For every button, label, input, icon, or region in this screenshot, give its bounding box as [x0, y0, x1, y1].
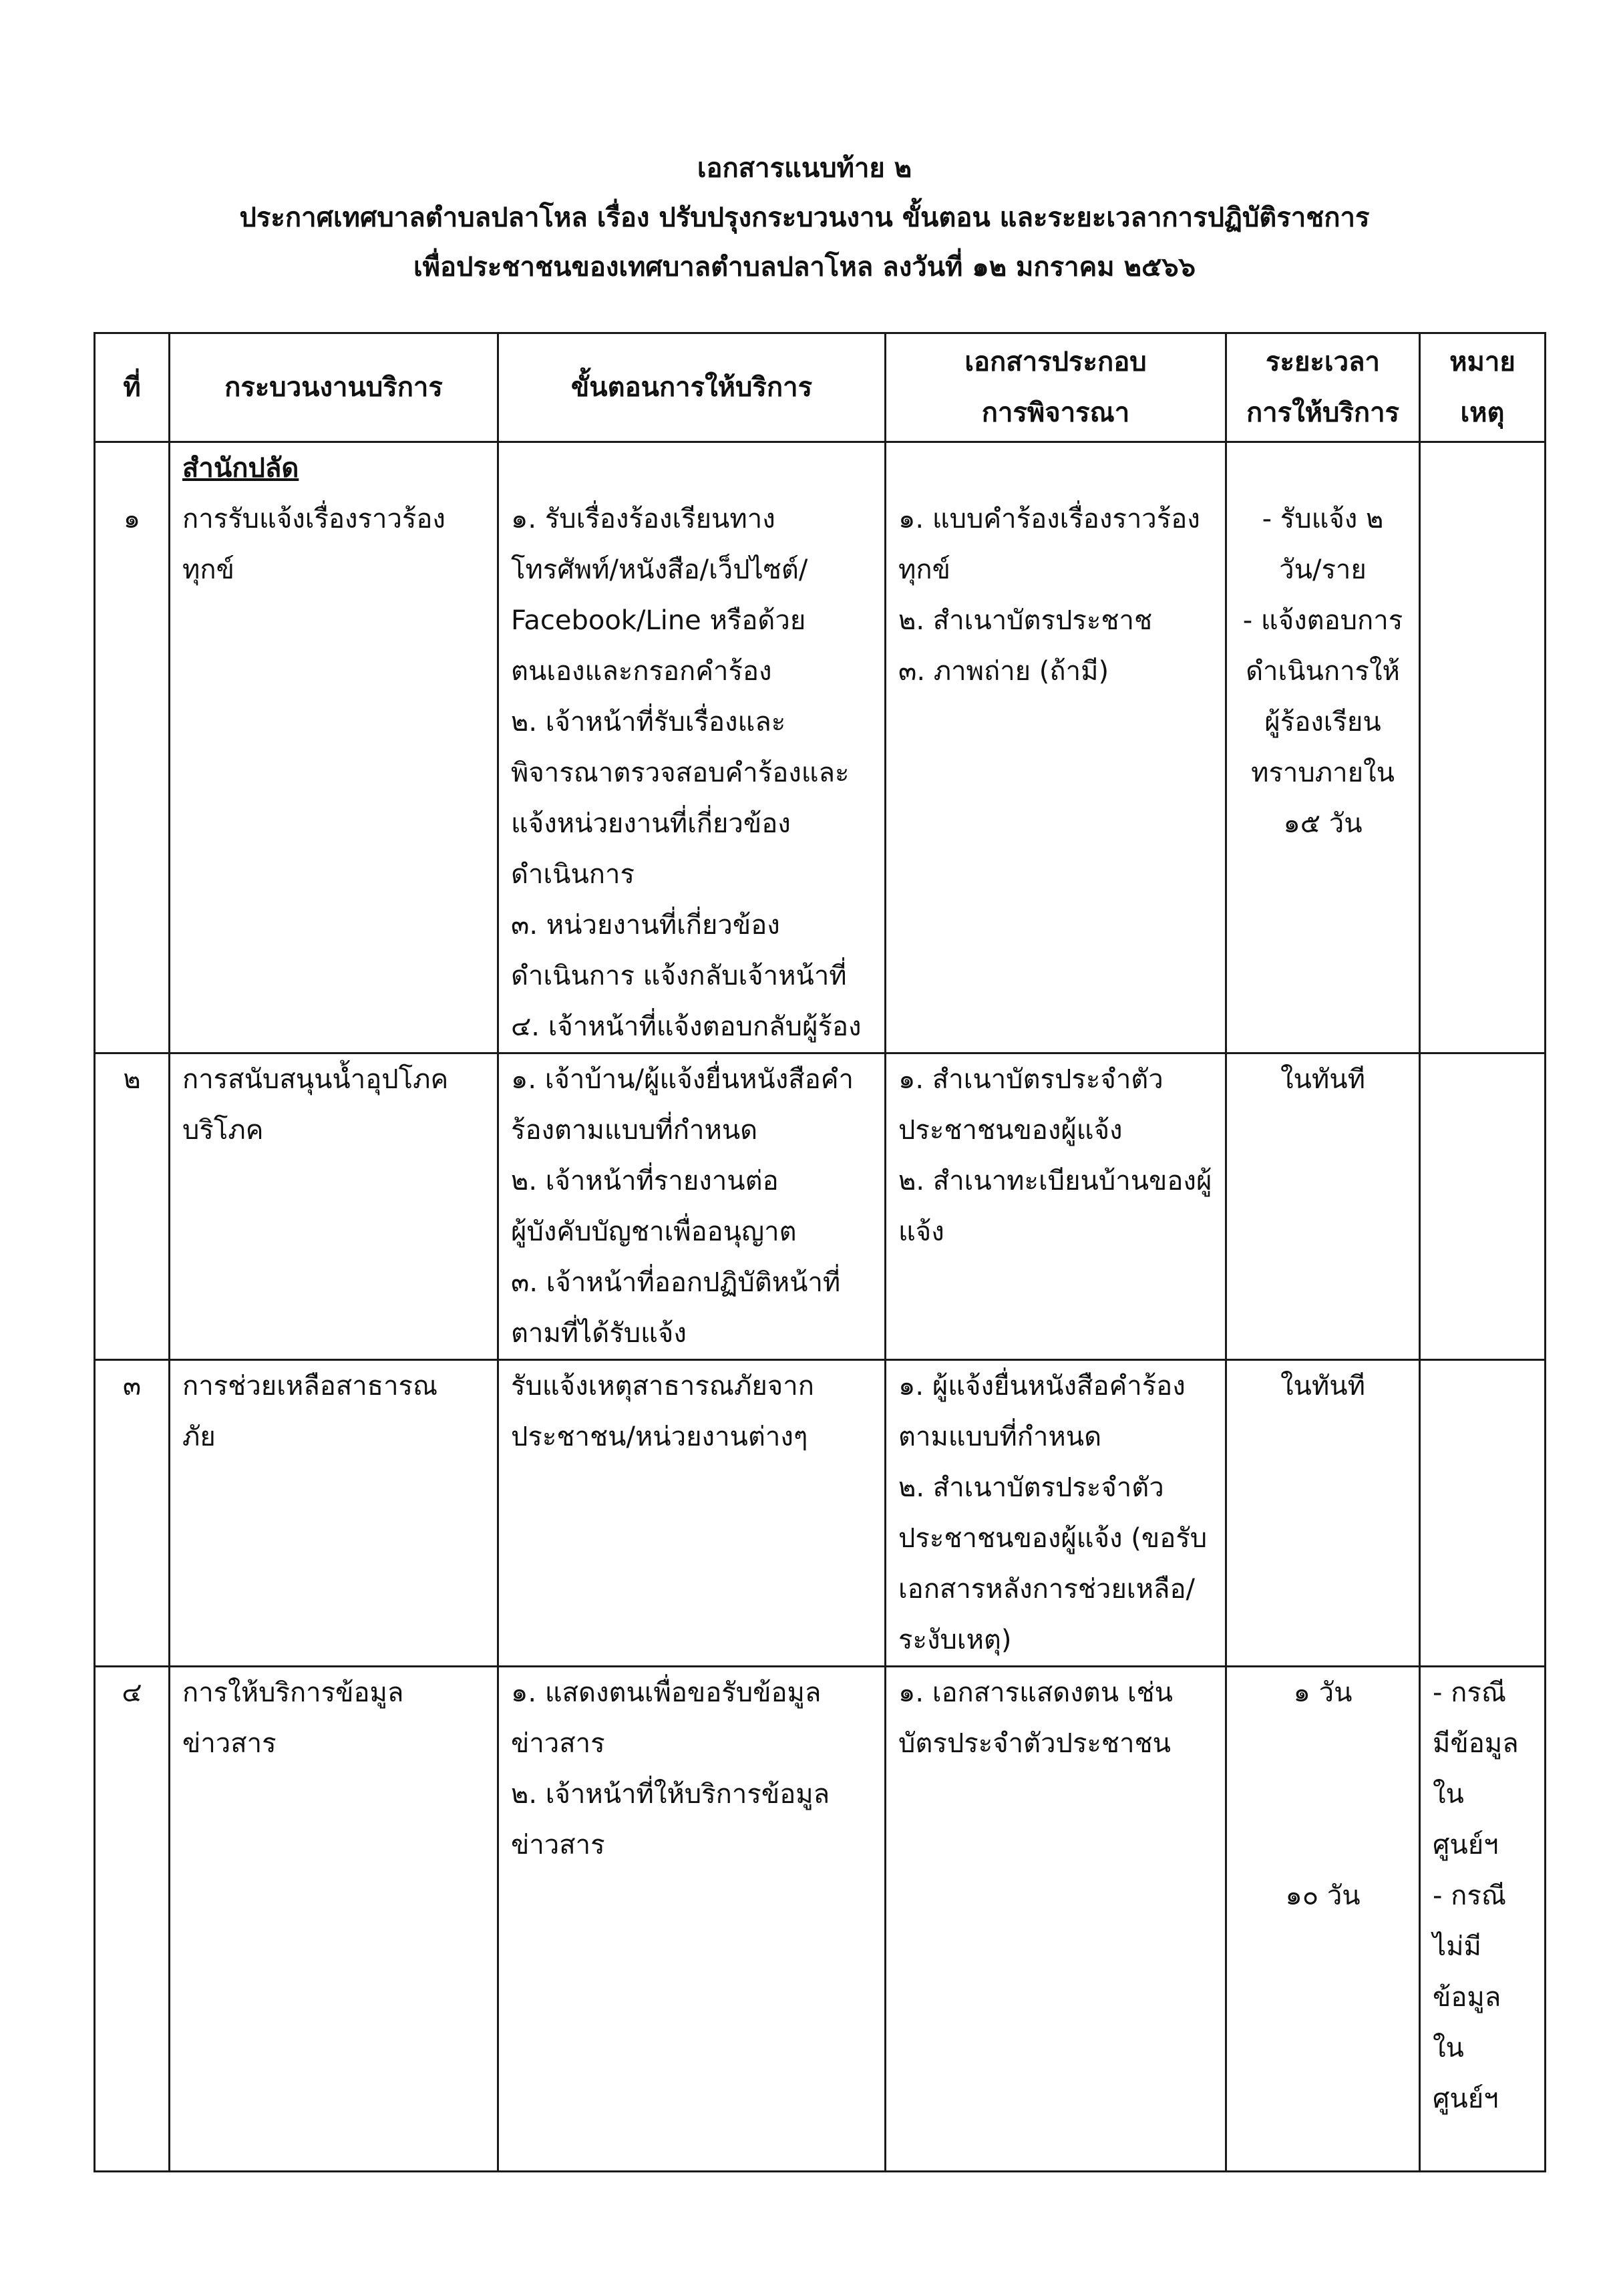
remark-line: ไม่มี [1433, 1931, 1481, 1962]
duration-line: - รับแจ้ง ๒ [1262, 504, 1384, 534]
step-line: ๒. เจ้าหน้าที่รายงานต่อ [511, 1166, 779, 1196]
row-number-cell [95, 1667, 170, 2172]
col-header-remark: หมาย เหตุ [1420, 333, 1546, 442]
step-line: ๑. แสดงตนเพื่อขอรับข้อมูล [511, 1677, 822, 1708]
step-line: ๔. เจ้าหน้าที่แจ้งตอบกลับผู้ร้อง [511, 1011, 862, 1042]
process-name-line: ข่าวสาร [182, 1728, 277, 1759]
step-line: ข่าวสาร [511, 1728, 605, 1759]
documents-cell [886, 1667, 1226, 2172]
step-line: ๓. เจ้าหน้าที่ออกปฏิบัติหน้าที่ [511, 1267, 841, 1298]
step-line: แจ้งหน่วยงานที่เกี่ยวข้อง [511, 808, 791, 839]
step-line: โทรศัพท์/หนังสือ/เว็ปไซต์/ [511, 554, 808, 585]
row-number: ๓ [122, 1371, 142, 1402]
process-name-line: ภัย [182, 1422, 216, 1452]
duration-line [1239, 1718, 1407, 1769]
document-line: ทุกข์ [898, 554, 950, 585]
step-line: ๒. เจ้าหน้าที่ให้บริการข้อมูล [511, 1779, 830, 1810]
steps-cell [498, 1053, 886, 1360]
process-cell [170, 1360, 498, 1667]
row-number: ๑ [123, 504, 141, 534]
step-line: ๑. รับเรื่องร้องเรียนทาง [511, 504, 775, 534]
document-header [0, 144, 1609, 292]
remark-cell [1420, 1667, 1546, 2172]
step-line: ๓. หน่วยงานที่เกี่ยวข้อง [511, 910, 780, 941]
table-row [95, 1667, 1546, 2172]
duration-line: ในทันที [1280, 1064, 1365, 1095]
duration-line: - แจ้งตอบการ [1242, 605, 1403, 636]
duration-line: ในทันที [1280, 1371, 1365, 1402]
section-heading: สำนักปลัด [182, 453, 299, 484]
col-header-process: กระบวนงานบริการ [170, 333, 498, 442]
document-line: บัตรประจำตัวประชาชน [898, 1728, 1172, 1759]
step-line: ผู้บังคับบัญชาเพื่ออนุญาต [511, 1216, 797, 1247]
row-number-cell [95, 442, 170, 1053]
document-line: ๑. เอกสารแสดงตน เช่น [898, 1677, 1173, 1708]
process-name-line: การสนับสนุนน้ำอุปโภค [182, 1064, 449, 1095]
duration-line: ดำเนินการให้ [1246, 656, 1400, 687]
service-process-table [94, 332, 1546, 2172]
duration-line: ทราบภายใน [1251, 758, 1395, 788]
document-line: ๒. สำเนาทะเบียนบ้านของผู้ [898, 1166, 1212, 1196]
step-line: ๑. เจ้าบ้าน/ผู้แจ้งยื่นหนังสือคำ [511, 1064, 854, 1095]
step-line: พิจารณาตรวจสอบคำร้องและ [511, 758, 850, 788]
duration-line: วัน/ราย [1279, 554, 1367, 585]
steps-cell [498, 1360, 886, 1667]
remark-line: - กรณี [1433, 1880, 1506, 1911]
process-name-line: บริโภค [182, 1115, 264, 1146]
documents-cell [886, 1360, 1226, 1667]
document-line: แจ้ง [898, 1216, 944, 1247]
duration-line: ๑ วัน [1293, 1677, 1353, 1708]
document-line: ระงับเหตุ) [898, 1625, 1012, 1655]
step-line: ประชาชน/หน่วยงานต่างๆ [511, 1422, 808, 1452]
step-line: Facebook/Line หรือด้วย [511, 605, 806, 636]
document-line: ๑. แบบคำร้องเรื่องราวร้อง [898, 504, 1200, 534]
step-line: ตนเองและกรอกคำร้อง [511, 656, 772, 687]
table-row [95, 442, 1546, 1053]
duration-line [1239, 1820, 1407, 1870]
row-number-cell [95, 1360, 170, 1667]
process-name-line: การให้บริการข้อมูล [182, 1677, 404, 1708]
remark-line: ศูนย์ฯ [1433, 2084, 1499, 2114]
process-cell [170, 1053, 498, 1360]
remark-line: ใน [1433, 2033, 1464, 2064]
document-line: ประชาชนของผู้แจ้ง [898, 1115, 1123, 1146]
duration-line: ๑๕ วัน [1283, 808, 1363, 839]
document-line: ๑. ผู้แจ้งยื่นหนังสือคำร้อง [898, 1371, 1186, 1402]
remark-cell [1420, 1360, 1546, 1667]
header-announcement-date: เพื่อประชาชนของเทศบาลตำบลปลาโหล ลงวันที่ ๑๒ มกราคม ๒๕๖๖ [413, 252, 1196, 283]
table-row [95, 1053, 1546, 1360]
document-line: ๒. สำเนาบัตรประชาช [898, 605, 1153, 636]
documents-cell [886, 442, 1226, 1053]
steps-cell [498, 1667, 886, 2172]
duration-line [1239, 1769, 1407, 1820]
document-line: ตามแบบที่กำหนด [898, 1422, 1102, 1452]
steps-cell [498, 442, 886, 1053]
row-number-cell [95, 1053, 170, 1360]
row-number: ๒ [123, 1064, 141, 1095]
header-announcement-title: ประกาศเทศบาลตำบลปลาโหล เรื่อง ปรับปรุงกระบวนงาน ขั้นตอน และระยะเวลาการปฏิบัติราชการ [239, 202, 1370, 233]
remark-line: ศูนย์ฯ [1433, 1830, 1499, 1860]
step-line: ดำเนินการ แจ้งกลับเจ้าหน้าที่ [511, 961, 847, 991]
document-line: เอกสารหลังการช่วยเหลือ/ [898, 1574, 1195, 1605]
remark-line: - กรณี [1433, 1677, 1506, 1708]
step-line: ๒. เจ้าหน้าที่รับเรื่องและ [511, 707, 786, 737]
col-header-no: ที่ [95, 333, 170, 442]
step-line: ร้องตามแบบที่กำหนด [511, 1115, 758, 1146]
process-name-line: ทุกข์ [182, 554, 234, 585]
process-cell [170, 1667, 498, 2172]
step-line: ตามที่ได้รับแจ้ง [511, 1318, 687, 1349]
document-line: ประชาชนของผู้แจ้ง (ขอรับ [898, 1523, 1208, 1554]
remark-line: ใน [1433, 1779, 1464, 1810]
documents-cell [886, 1053, 1226, 1360]
step-line: ดำเนินการ [511, 859, 635, 890]
duration-cell [1226, 1360, 1420, 1667]
header-attachment-title: เอกสารแนบท้าย ๒ [697, 153, 912, 184]
process-name-line: การช่วยเหลือสาธารณ [182, 1371, 438, 1402]
process-name-line: การรับแจ้งเรื่องราวร้อง [182, 504, 445, 534]
duration-cell [1226, 1667, 1420, 2172]
step-line: รับแจ้งเหตุสาธารณภัยจาก [511, 1371, 814, 1402]
duration-line: ๑๐ วัน [1285, 1880, 1361, 1911]
step-line: ข่าวสาร [511, 1830, 605, 1860]
col-header-duration: ระยะเวลา การให้บริการ [1226, 333, 1420, 442]
document-line: ๓. ภาพถ่าย (ถ้ามี) [898, 656, 1109, 687]
process-cell [170, 442, 498, 1053]
remark-cell [1420, 442, 1546, 1053]
remark-line: มีข้อมูล [1433, 1728, 1519, 1759]
col-header-documents: เอกสารประกอบ การพิจารณา [886, 333, 1226, 442]
table-row [95, 1360, 1546, 1667]
document-line: ๒. สำเนาบัตรประจำตัว [898, 1472, 1164, 1503]
row-number: ๔ [122, 1677, 142, 1708]
col-header-steps: ขั้นตอนการให้บริการ [498, 333, 886, 442]
duration-cell [1226, 442, 1420, 1053]
document-line: ๑. สำเนาบัตรประจำตัว [898, 1064, 1164, 1095]
table-header-row [95, 333, 1546, 442]
remark-line: ข้อมูล [1433, 1982, 1501, 2013]
remark-cell [1420, 1053, 1546, 1360]
duration-cell [1226, 1053, 1420, 1360]
duration-line: ผู้ร้องเรียน [1264, 707, 1381, 737]
